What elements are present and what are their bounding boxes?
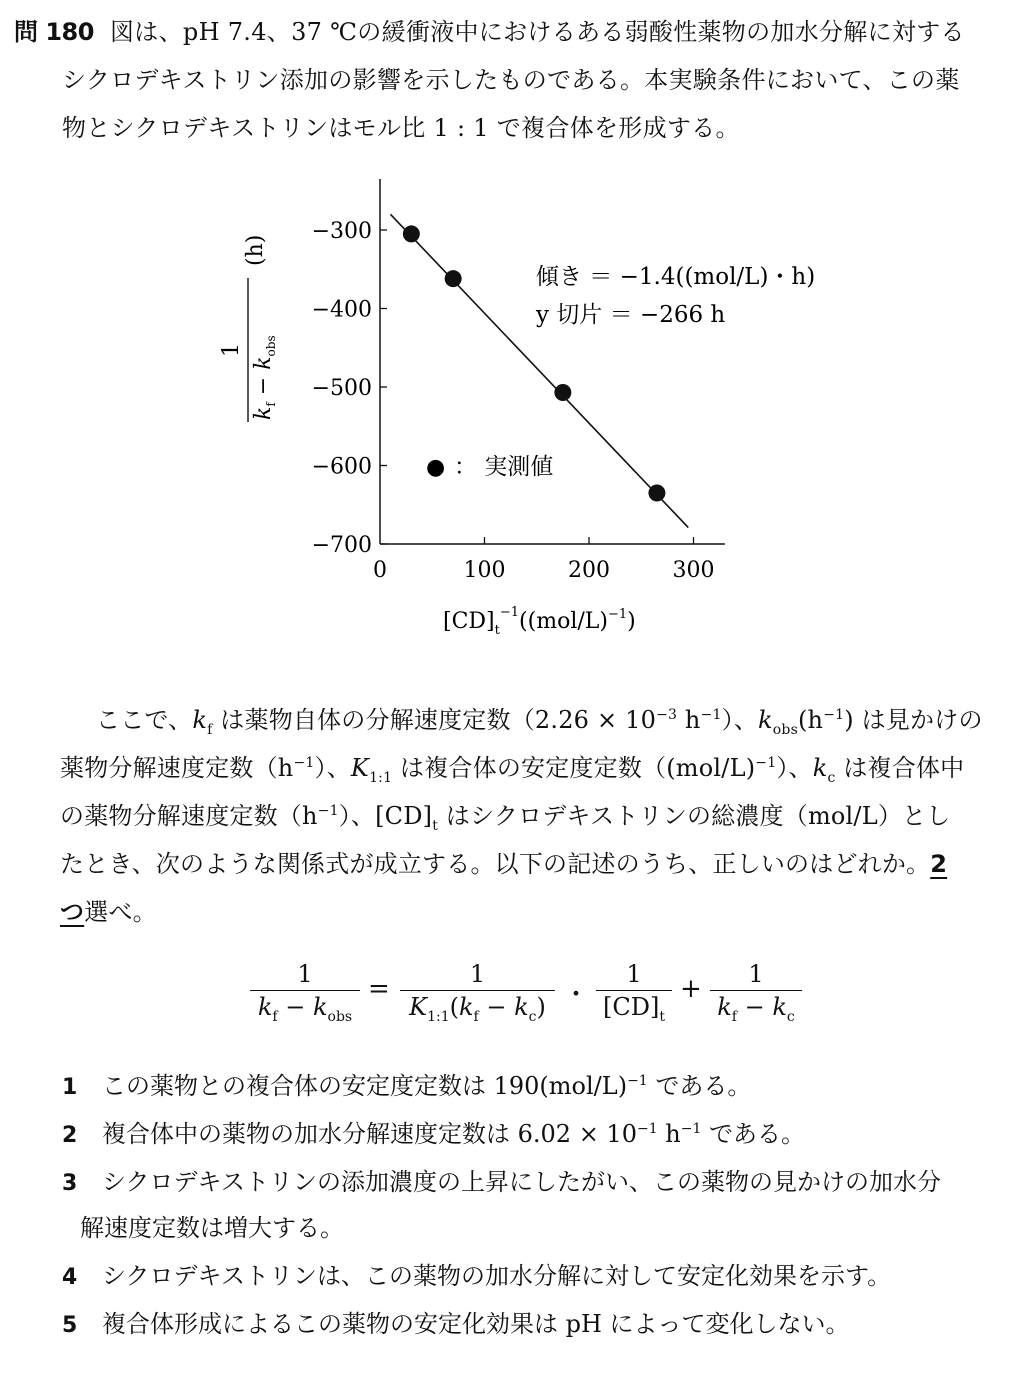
data-point [445,270,462,287]
fit-line-group [390,214,688,527]
svg-text:(h): (h) [243,234,268,266]
eq-term-2: 1 $[CD]_t$ [596,958,672,1023]
question-number: 問 180 [14,18,94,46]
y-tick-label: −500 [311,376,372,401]
x-tick-label: 100 [463,558,506,583]
para-line-1: ここで、$k_f$ は薬物自体の分解速度定数（$2.26 \times 10^{-3}$ $h^{-1}$）、$k_{obs}(h^{-1})$ は見かけの [96,706,983,738]
slope-annotation: 傾き ＝ −1.4((mol/L)・h) [536,264,816,290]
option-3[interactable]: 3 シクロデキストリンの添加濃度の上昇にしたがい、この薬物の見かけの加水分 [62,1168,942,1196]
para-line-2: 薬物分解速度定数$(h^{-1})$、$K_{1:1}$ は複合体の安定度定数$((mol/L)^{-1})$、$k_c$ は複合体中 [60,754,965,786]
y-tick-label: −600 [311,454,372,480]
emphasis-count: 2 [930,850,948,878]
emphasis-count-kana: つ [60,898,85,926]
chart-axes [380,179,725,544]
y-axis-label [219,235,278,422]
eq-term-1: 1 $K_{1:1}(k_f - k_c)$ [400,958,555,1023]
intro-line-3: 物とシクロデキストリンはモル比 1 : 1 で複合体を形成する。 [62,114,740,142]
scatter-chart [0,160,1009,660]
para-line-5: つ選べ。 [60,898,157,926]
fit-line [390,214,688,527]
option-5[interactable]: 5 複合体形成によるこの薬物の安定化効果は pH によって変化しない。 [62,1310,850,1338]
option-4[interactable]: 4 シクロデキストリンは、この薬物の加水分解に対して安定化効果を示す。 [62,1262,892,1290]
y-tick-label: −700 [311,533,372,558]
option-2[interactable]: 2 複合体中の薬物の加水分解速度定数は $6.02 \times 10^{-1}$ $h^{-1}$ である。 [62,1120,805,1148]
option-1[interactable]: 1 この薬物との複合体の安定度定数は $190(mol/L)^{-1}$ である。 [62,1072,752,1100]
x-axis-label: $[CD]_t^{-1}((mol/L)^{-1})$ [443,605,636,638]
eq-plus: + [680,974,702,1004]
svg-text:kf − kobs: $k_f - k_{obs}$ [251,335,278,420]
y-tick-label: −400 [311,297,372,323]
intercept-annotation: y 切片 ＝ −266 h [536,302,726,328]
eq-lhs: 1 $k_f - k_{obs}$ [250,958,360,1023]
eq-equals: = [368,974,390,1004]
para-line-3: の薬物分解速度定数$(h^{-1})$、$[CD]_t$ はシクロデキストリンの総濃度（mol/L）とし [60,802,951,834]
para-line-4: たとき、次のような関係式が成立する。以下の記述のうち、正しいのはどれか。2 [60,850,948,878]
eq-dot: ・ [563,980,590,1010]
data-point [648,484,665,501]
data-point [554,384,571,401]
svg-text:1: 1 [219,343,244,357]
relation-equation [250,958,810,1038]
y-tick-label: −300 [311,219,372,244]
legend-label: ： 実測値 [454,454,554,480]
legend-marker: ● [426,455,446,480]
x-tick-label: 200 [568,558,610,583]
x-tick-label: 0 [373,558,387,583]
data-point [403,225,420,242]
intro-line-1: 図は、pH 7.4、37 ℃の緩衝液中におけるある弱酸性薬物の加水分解に対する [110,18,965,46]
option-3-continuation: 解速度定数は増大する。 [80,1214,344,1242]
x-tick-label: 300 [672,558,715,583]
eq-term-3: 1 $k_f - k_c$ [710,958,802,1023]
intro-line-2: シクロデキストリン添加の影響を示したものである。本実験条件において、この薬 [62,66,960,94]
